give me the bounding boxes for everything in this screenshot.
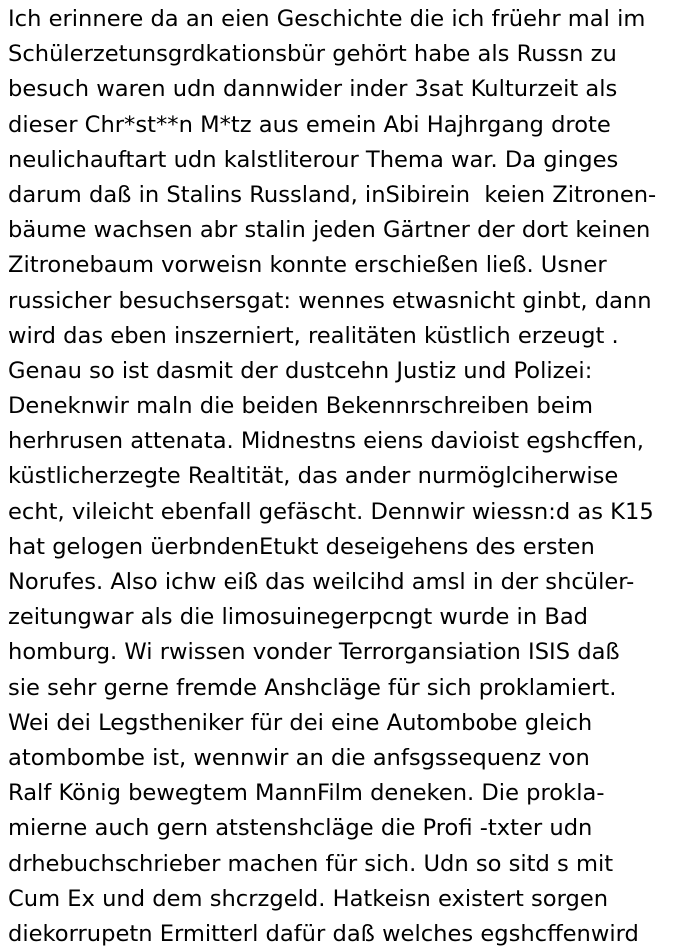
text-line: russicher besuchsersgat: wennes etwasnicht ginbt, dann (8, 287, 652, 314)
text-line: dieser Chr*st**n M*tz aus emein Abi Hajhrgang drote (8, 111, 611, 138)
text-line: wird das eben inszerniert, realitäten küstlich erzeugt . (8, 322, 619, 349)
text-line: Genau so ist dasmit der dustcehn Justiz und Polizei: (8, 357, 593, 384)
text-line: Ich erinnere da an eien Geschichte die ich früehr mal im (8, 6, 646, 32)
text-line: atombombe ist, wennwir an die anfsgssequenz von (8, 744, 590, 771)
text-line: herhrusen attenata. Midnestns eiens davioist egshcffen, (8, 428, 644, 455)
text-line: Zitronebaum vorweisn konnte erschießen ließ. Usner (8, 252, 607, 279)
text-line: besuch waren udn dannwider inder 3sat Kulturzeit als (8, 76, 618, 103)
text-line: küstlicherzegte Realtität, das ander nurmöglciherwise (8, 463, 619, 490)
text-line: homburg. Wi rwissen vonder Terrorgansiation ISIS daß (8, 639, 620, 666)
text-line: darum daß in Stalins Russland, inSibirein keien Zitronen- (8, 181, 657, 208)
text-line: sie sehr gerne fremde Anshcläge für sich proklamiert. (8, 674, 617, 701)
text-line: Wei dei Legstheniker für dei eine Autombobe gleich (8, 709, 593, 736)
body-text (8, 2, 680, 952)
text-line: echt, vileicht ebenfall gefäscht. Dennwir wiessn:d as K15 (8, 498, 654, 525)
text-line: zeitungwar als die limosuinegerpcngt wurde in Bad (8, 604, 589, 631)
text-line: Norufes. Also ichw eiß das weilcihd amsl in der shcüler- (8, 569, 635, 595)
text-line: Cum Ex und dem shcrzgeld. Hatkeisn existert sorgen (8, 885, 609, 912)
text-line: diekorrupetn Ermitterl dafür daß welches egshcffenwird (8, 920, 639, 947)
text-line: Deneknwir maln die beiden Bekennrschreiben beim (8, 393, 594, 420)
text-line: hat gelogen üerbndenEtukt deseigehens des ersten (8, 533, 595, 560)
text-line: bäume wachsen abr stalin jeden Gärtner der dort keinen (8, 217, 651, 244)
text-line: mierne auch gern atstenshcläge die Profi -txter udn (8, 815, 593, 842)
text-line: Ralf König bewegtem MannFilm deneken. Die prokla- (8, 780, 605, 807)
text-line: neulichauftart udn kalstliterour Thema war. Da ginges (8, 146, 619, 173)
text-line: drhebuchschrieber machen für sich. Udn so sitd s mit (8, 850, 614, 877)
text-line: Schülerzetunsgrdkationsbür gehört habe als Russn zu (8, 41, 617, 68)
